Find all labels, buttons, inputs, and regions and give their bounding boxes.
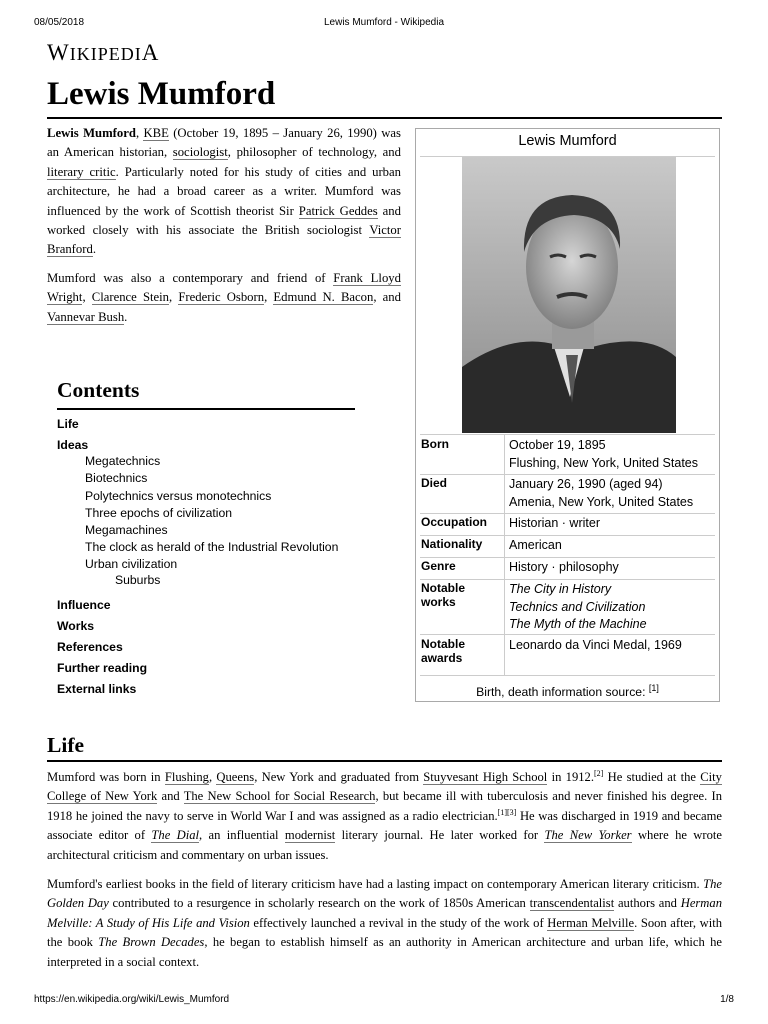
wiki-link[interactable]: Stuyvesant High School [423, 770, 548, 784]
citation-reference[interactable]: [2] [594, 768, 604, 778]
works-label-line2: works [421, 595, 456, 609]
notable-work[interactable]: The City in History [509, 582, 612, 596]
infobox-divider [420, 634, 715, 635]
infobox-divider [420, 513, 715, 514]
wordmark-w: W [47, 40, 70, 65]
toc-item-megamachines[interactable]: Megamachines [85, 523, 168, 537]
wiki-link[interactable]: The Dial [151, 828, 200, 843]
wiki-link[interactable]: Edmund N. Bacon [273, 290, 374, 305]
wiki-link[interactable]: literary critic [47, 164, 116, 179]
lead-paragraph-2: Mumford was also a contemporary and friend of Frank Lloyd Wright, Clarence Stein, Frederic Osborn, Edmund N. Bacon, and Vannevar Bush. [47, 270, 401, 324]
toc-item-ideas[interactable]: Ideas [57, 438, 89, 452]
page-title: Lewis Mumford [47, 76, 276, 112]
infobox-value-awards: Leonardo da Vinci Medal, 1969 [509, 638, 682, 652]
wiki-link[interactable]: KBE [143, 126, 169, 140]
italic-title: The Brown Decades [98, 935, 205, 950]
notable-work[interactable]: Technics and Civilization [509, 599, 646, 614]
infobox-label-occupation: Occupation [421, 515, 488, 529]
died-date: January 26, 1990 (aged 94) [509, 477, 663, 491]
toc-item-epochs[interactable]: Three epochs of civilization [85, 506, 232, 520]
infobox-value-occupation: Historian · writer [509, 516, 600, 530]
lead-section [47, 124, 401, 336]
toc-item-external-links[interactable]: External links [57, 682, 137, 696]
print-date: 08/05/2018 [34, 17, 85, 28]
lead-paragraph-1: Lewis Mumford, KBE (October 19, 1895 – January 26, 1990) was an American historian, sociologist, philosopher of technology, and literary critic. Particularly noted for his study of cities and urban architecture, he had a broad career as a writer. Mumford was influenced by the work of Scottish theorist Sir Patrick Geddes and worked closely with his associate the British sociologist Victor Branford. [47, 126, 401, 257]
infobox-value-born [509, 437, 698, 472]
wiki-link[interactable]: The New School for Social Research [183, 789, 376, 804]
wiki-link[interactable]: City College of New York [47, 770, 722, 804]
wiki-link[interactable]: sociologist [172, 145, 228, 160]
portrait-photo[interactable] [462, 157, 676, 433]
bold-text: Lewis Mumford [47, 126, 136, 140]
infobox-divider [420, 474, 715, 475]
wiki-link[interactable]: transcendentalist [529, 896, 615, 911]
print-page-number: 1/8 [720, 994, 734, 1005]
toc-item-biotechnics[interactable]: Biotechnics [85, 471, 148, 485]
wiki-link[interactable]: The New Yorker [544, 828, 632, 843]
toc-item-further-reading[interactable]: Further reading [57, 661, 148, 675]
infobox-label-works [421, 581, 503, 609]
infobox-value-died [509, 476, 693, 511]
infobox-footer [416, 682, 719, 699]
wiki-link[interactable]: Frederic Osborn [178, 290, 265, 305]
awards-label-line2: awards [421, 651, 463, 665]
italic-title: The Golden Day [47, 877, 722, 911]
wiki-link[interactable]: Clarence Stein [91, 290, 170, 305]
toc-item-life[interactable]: Life [57, 417, 79, 431]
infobox-divider [420, 557, 715, 558]
infobox-title: Lewis Mumford [518, 133, 617, 149]
toc-item-urban[interactable]: Urban civilization [85, 557, 178, 571]
print-url: https://en.wikipedia.org/wiki/Lewis_Mumford [34, 994, 230, 1005]
section-divider [47, 760, 722, 762]
died-place: Amenia, New York, United States [509, 494, 694, 509]
wordmark-ikipedi: IKIPEDI [69, 44, 142, 64]
life-paragraph-1: Mumford was born in Flushing, Queens, New York and graduated from Stuyvesant High School in 1912.[2] He studied at the City College of New York and The New School for Social Research, but became ill with tuberculosis and never finished his degree. In 1918 he joined the navy to serve in World War I and was assigned as a radio electrician.[1][3] He was discharged in 1919 and became associate editor of The Dial, an influential modernist literary journal. He later worked for The New Yorker where he wrote architectural criticism and commentary on urban issues. [47, 768, 722, 862]
life-section-body [47, 768, 722, 982]
infobox-value-nationality: American [509, 538, 562, 552]
wiki-link[interactable]: Flushing [164, 770, 209, 784]
table-of-contents [57, 378, 357, 696]
toc-divider [57, 408, 355, 410]
wiki-link[interactable]: Vannevar Bush [47, 309, 125, 324]
infobox-divider [420, 535, 715, 536]
section-heading-life: Life [47, 733, 85, 757]
infobox-label-died: Died [421, 476, 448, 490]
toc-item-suburbs[interactable]: Suburbs [115, 573, 161, 587]
infobox-column-divider [504, 434, 505, 675]
toc-item-influence[interactable]: Influence [57, 598, 111, 612]
toc-item-references[interactable]: References [57, 640, 123, 654]
italic-title: Herman Melville: A Study of His Life and Vision [47, 896, 722, 930]
infobox-label-awards [421, 637, 503, 665]
life-paragraph-2: Mumford's earliest books in the field of literary criticism have had a lasting impact on contemporary American literary criticism. The Golden Day contributed to a resurgence in scholarly research on the work of 1850s American transcendentalist authors and Herman Melville: A Study of His Life and Vision effectively launched a revival in the study of the work of Herman Melville. Soon after, with the book The Brown Decades, he began to establish himself as an authority in American architecture and urban life, which he interpreted in a social context. [47, 877, 722, 969]
infobox-value-genre: History · philosophy [509, 560, 619, 574]
wordmark-a: A [141, 40, 160, 65]
infobox-label-genre: Genre [421, 559, 456, 573]
wiki-link[interactable]: Frank Lloyd Wright [47, 270, 401, 305]
title-divider [47, 117, 722, 119]
toc-item-works[interactable]: Works [57, 619, 95, 633]
footer-reference[interactable]: [1] [648, 682, 659, 693]
infobox-footer-text: Birth, death information source: [476, 685, 646, 699]
infobox-divider [420, 675, 715, 676]
citation-reference[interactable]: [1][3] [497, 807, 517, 817]
notable-work[interactable]: The Myth of the Machine [509, 617, 647, 631]
toc-item-megatechnics[interactable]: Megatechnics [85, 454, 161, 468]
infobox [415, 128, 720, 702]
toc-title: Contents [57, 378, 140, 402]
awards-label-line1: Notable [421, 637, 466, 651]
infobox-divider [420, 579, 715, 580]
wiki-link[interactable]: Queens [216, 770, 255, 784]
wiki-link[interactable]: Herman Melville [547, 915, 635, 930]
infobox-label-nationality: Nationality [421, 537, 483, 551]
infobox-label-born: Born [421, 437, 449, 451]
toc-item-clock[interactable]: The clock as herald of the Industrial Revolution [85, 540, 339, 554]
wiki-link[interactable]: modernist [284, 828, 336, 843]
print-title: Lewis Mumford - Wikipedia [323, 17, 445, 28]
wiki-link[interactable]: Patrick Geddes [298, 203, 378, 218]
born-place: Flushing, New York, United States [509, 455, 698, 470]
infobox-divider [420, 434, 715, 435]
wikipedia-wordmark[interactable] [47, 40, 159, 66]
toc-item-polytechnics[interactable]: Polytechnics versus monotechnics [85, 489, 272, 503]
portrait-image [462, 157, 676, 433]
infobox-value-works [509, 581, 647, 634]
wiki-link[interactable]: Victor Branford [47, 223, 401, 257]
works-label-line1: Notable [421, 581, 466, 595]
born-date: October 19, 1895 [509, 438, 606, 452]
